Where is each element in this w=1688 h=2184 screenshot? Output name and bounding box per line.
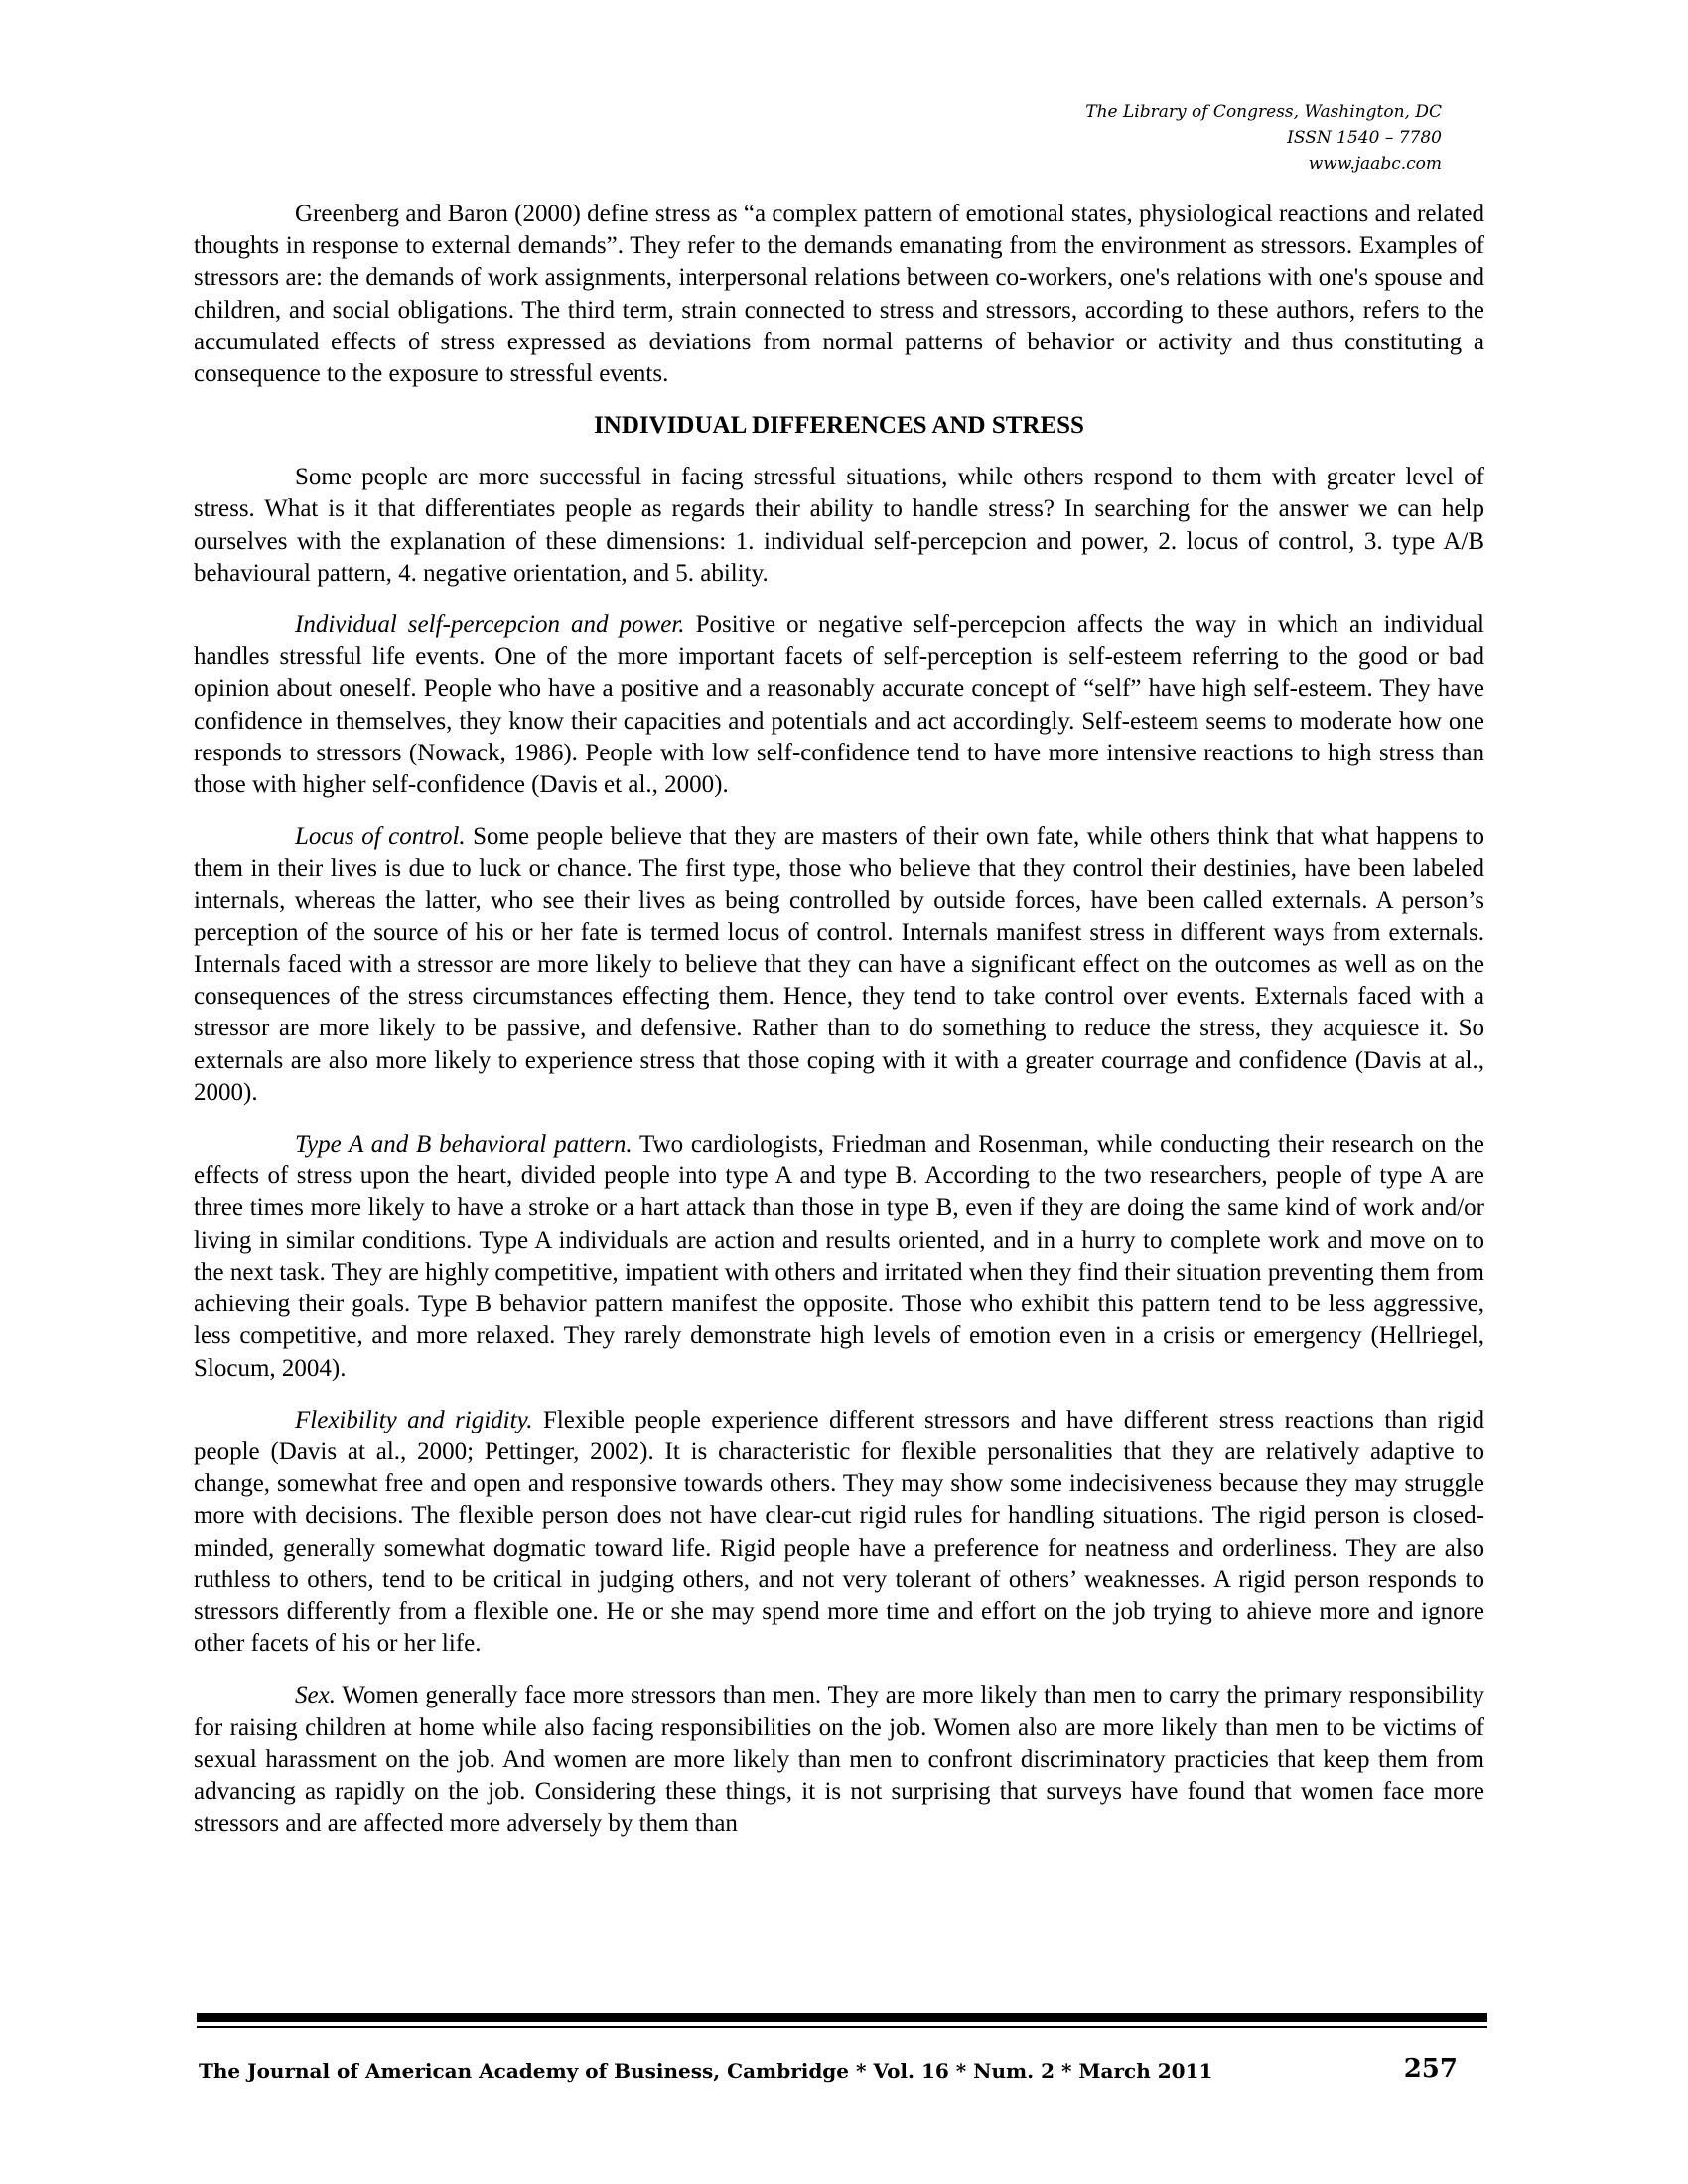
paragraph-text: Women generally face more stressors than men. They are more likely than men to carry the primary responsibility for raising children at home while also facing responsibilities on the job. Women also are more likely than men to be victims of sexual harassment on the job. And women are more likely than men to confront discriminatory practicies that keep them from advancing as rapidly on the job. Considering these things, it is not surprising that surveys have found that women face more stressors and are affected more adversely by them than [194,1682,1484,1838]
footer-journal-citation: The Journal of American Academy of Business, Cambridge * Vol. 16 * Num. 2 * March 2011 [199,2059,1213,2083]
running-header [1085,99,1442,177]
paragraph-intro-differences: Some people are more successful in facing stressful situations, while others respond to them with greater level of stress. What is it that differentiates people as regards their ability to handle stress? In searching for the answer we can help ourselves with the explanation of these dimensions: 1. individual self-percepcion and power, 2. locus of control, 3. type A/B behavioural pattern, 4. negative orientation, and 5. ability. [194,464,1484,587]
paragraph-type-a-b [194,1129,1484,1385]
paragraph-flexibility [194,1405,1484,1661]
section-heading: INDIVIDUAL DIFFERENCES AND STRESS [594,412,1084,440]
footer-rule-thin [197,2026,1487,2028]
paragraph-text: Flexible people experience different stressors and have different stress reactions than rigid people (Davis at al., 2000; Pettinger, 2002). It is characteristic for flexible personalities that they are relatively adaptive to change, somewhat free and open and responsive towards others. They may show some indecisiveness because they may struggle more with decisions. The flexible person does not have clear-cut rigid rules for handling situations. The rigid person is closed-minded, generally somewhat dogmatic toward life. Rigid people have a preference for neatness and orderliness. They are also ruthless to others, tend to be critical in judging others, and not very tolerant of others’ weaknesses. A rigid person responds to stressors differently from a flexible one. He or she may spend more time and effort on the job trying to ahieve more and ignore other facets of his or her life. [194,1406,1484,1658]
paragraph-self-perception [194,610,1484,801]
header-issn: ISSN 1540 – 7780 [1287,128,1442,148]
header-website: www.jaabc.com [1308,154,1442,174]
paragraph-lead: Locus of control. [295,823,466,851]
article-body [194,199,1484,1859]
paragraph-lead: Individual self-percepcion and power. [295,612,685,639]
paragraph-text: Two cardiologists, Friedman and Rosenman, while conducting their research on the effects of stress upon the heart, divided people into type A and type B. According to the two researchers, people of type A are three times more likely to have a stroke or a hart attack than those in type B, even if they are doing the same kind of work and/or living in similar conditions. Type A individuals are action and results oriented, and in a hurry to complete work and move on to the next task. They are highly competitive, impatient with others and irritated when they find their situation preventing them from achieving their goals. Type B behavior pattern manifest the opposite. Those who exhibit this pattern tend to be less aggressive, less competitive, and more relaxed. They rarely demonstrate high levels of emotion even in a crisis or emergency (Hellriegel, Slocum, 2004). [194,1131,1484,1382]
paragraph-stress-definition: Greenberg and Baron (2000) define stress as “a complex pattern of emotional states, physiological reactions and related thoughts in response to external demands”. They refer to the demands emanating from the environment as stressors. Examples of stressors are: the demands of work assignments, interpersonal relations between co-workers, one's relations with one's spouse and children, and social obligations. The third term, strain connected to stress and stressors, according to these authors, refers to the accumulated effects of stress expressed as deviations from normal patterns of behavior or activity and thus constituting a consequence to the exposure to stressful events. [194,201,1484,388]
footer-rule-thick [197,2013,1487,2022]
paragraph-text: Positive or negative self-percepcion affects the way in which an individual handles stressful life events. One of the more important facets of self-perception is self-esteem referring to the good or bad opinion about oneself. People who have a positive and a reasonably accurate concept of “self” have high self-esteem. They have confidence in themselves, they know their capacities and potentials and act accordingly. Self-esteem seems to moderate how one responds to stressors (Nowack, 1986). People with low self-confidence tend to have more intensive reactions to high stress than those with higher self-confidence (Davis et al., 2000). [194,612,1484,799]
paragraph-lead: Flexibility and rigidity. [295,1406,533,1433]
paragraph-sex [194,1680,1484,1840]
paragraph-lead: Sex. [295,1682,336,1709]
paragraph-lead: Type A and B behavioral pattern. [295,1131,633,1159]
header-publisher: The Library of Congress, Washington, DC [1085,102,1442,122]
paragraph-text: Some people believe that they are masters of their own fate, while others think that what happens to them in their lives is due to luck or chance. The first type, those who believe that they control their destinies, have been labeled internals, whereas the latter, who see their lives as being controlled by outside forces, have been called externals. A person’s perception of the source of his or her fate is termed locus of control. Internals manifest stress in different ways from externals. Internals faced with a stressor are more likely to believe that they can have a significant effect on the outcomes as well as on the consequences of the stress circumstances effecting them. Hence, they tend to take control over events. Externals faced with a stressor are more likely to be passive, and defensive. Rather than to do something to reduce the stress, they acquiesce it. So externals are also more likely to experience stress that those coping with it with a greater courrage and confidence (Davis at al., 2000). [194,823,1484,1106]
paragraph-locus-of-control [194,821,1484,1109]
page-number: 257 [1403,2054,1458,2084]
